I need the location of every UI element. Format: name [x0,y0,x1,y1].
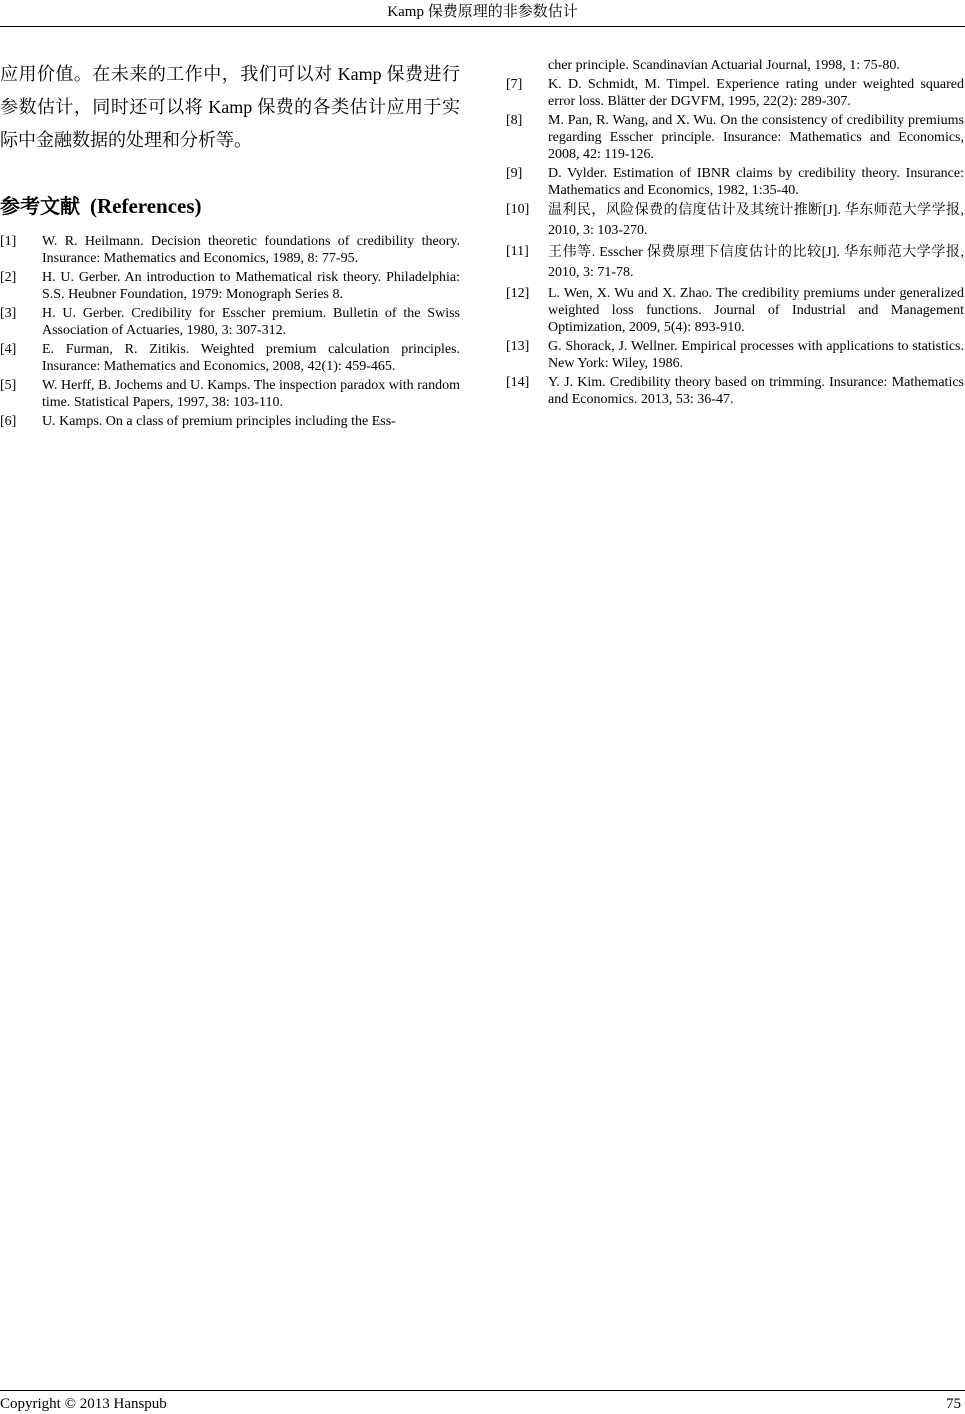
reference-text: H. U. Gerber. An introduction to Mathematical risk theory. Philadelphia: S.S. Heubner Foundation, 1979: Monograph Series 8. [42,270,460,302]
reference-text: W. Herff, B. Jochems and U. Kamps. The inspection paradox with random time. Statistical Papers, 1997, 38: 103-110. [42,378,460,410]
header-divider [0,26,965,27]
references-heading-cn: 参考文献 [0,194,80,218]
reference-number: [4] [0,342,17,357]
reference-item [506,374,964,408]
reference-item [0,341,460,375]
reference-number: [9] [506,166,523,181]
reference-number: [3] [0,306,17,321]
reference-text: E. Furman, R. Zitikis. Weighted premium calculation principles. Insurance: Mathematics and Economics, 2008, 42(1): 459-465. [42,342,460,374]
reference-number: [13] [506,339,530,354]
reference-number: [2] [0,270,17,285]
reference-item [0,413,460,430]
left-column [0,58,460,432]
reference-number: [7] [506,77,523,92]
running-header: Kamp 保费原理的非参数估计 [387,4,578,20]
reference-item [0,377,460,411]
reference-item [506,243,964,283]
page-number: 75 [946,1396,961,1412]
reference-text: D. Vylder. Estimation of IBNR claims by credibility theory. Insurance: Mathematics and Economics, 1982, 1:35-40. [548,166,964,198]
reference-item [506,285,964,336]
reference-text: H. U. Gerber. Credibility for Esscher premium. Bulletin of the Swiss Association of Actuaries, 1980, 3: 307-312. [42,306,460,338]
reference-number: [10] [506,202,530,217]
reference-continuation: cher principle. Scandinavian Actuarial Journal, 1998, 1: 75-80. [548,58,900,73]
reference-text: U. Kamps. On a class of premium principles including the Ess- [42,414,396,429]
reference-item [0,269,460,303]
reference-item [506,201,964,241]
reference-item [506,76,964,110]
reference-item [506,338,964,372]
reference-number: [11] [506,244,529,259]
reference-text: M. Pan, R. Wang, and X. Wu. On the consistency of credibility premiums regarding Esscher principle. Insurance: Mathematics and Economics, 2008, 42: 119-126. [548,113,964,162]
reference-text: 温利民，风险保费的信度估计及其统计推断[J]. 华东师范大学学报, 2010, 3: 103-270. [548,203,964,238]
footer-copyright: Copyright © 2013 Hanspub [0,1396,167,1412]
reference-text: Y. J. Kim. Credibility theory based on trimming. Insurance: Mathematics and Economics. 2013, 53: 36-47. [548,375,964,407]
footer-divider [0,1390,965,1391]
reference-item [506,165,964,199]
reference-text: 王伟等. Esscher 保费原理下信度估计的比较[J]. 华东师范大学学报, 2010, 3: 71-78. [548,245,964,280]
references-heading-en: (References) [90,194,202,218]
right-column [506,57,964,410]
reference-number: [12] [506,286,530,301]
reference-text: W. R. Heilmann. Decision theoretic foundations of credibility theory. Insurance: Mathematics and Economics, 1989, 8: 77-95. [42,234,460,266]
reference-text: K. D. Schmidt, M. Timpel. Experience rating under weighted squared error loss. Blätter der DGVFM, 1995, 22(2): 289-307. [548,77,964,109]
reference-number: [8] [506,113,523,128]
reference-number: [14] [506,375,530,390]
reference-number: [5] [0,378,17,393]
reference-number: [6] [0,414,17,429]
reference-text: G. Shorack, J. Wellner. Empirical processes with applications to statistics. New York: Wiley, 1986. [548,339,964,371]
reference-item [0,233,460,267]
reference-item [506,112,964,163]
reference-text: L. Wen, X. Wu and X. Zhao. The credibility premiums under generalized weighted loss functions. Journal of Industrial and Management Optimization, 2009, 5(4): 893-910. [548,286,964,335]
reference-item [0,305,460,339]
body-paragraph: 应用价值。在未来的工作中，我们可以对 Kamp 保费进行参数估计，同时还可以将 Kamp 保费的各类估计应用于实际中金融数据的处理和分析等。 [0,64,460,150]
reference-number: [1] [0,234,17,249]
references-heading [0,193,460,219]
